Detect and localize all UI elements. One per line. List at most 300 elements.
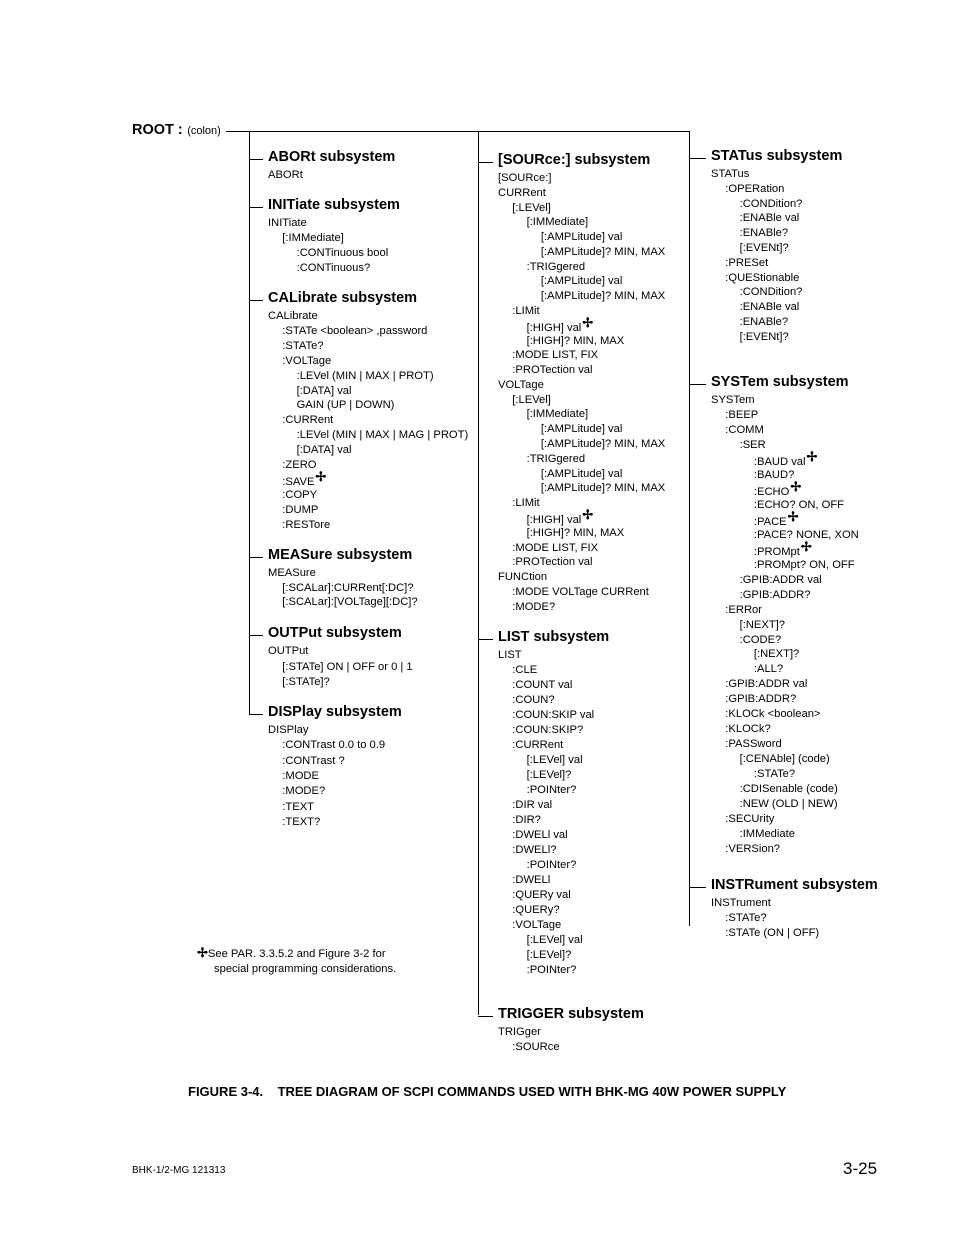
command-line xyxy=(282,232,344,245)
command-text: :CONTinuous? xyxy=(296,262,371,274)
command-line xyxy=(740,242,789,255)
command-line xyxy=(282,582,413,595)
subsystem-heading-system: SYSTem subsystem xyxy=(711,374,849,390)
command-text: [:HIGH] val xyxy=(526,513,582,526)
command-line xyxy=(297,370,434,383)
subsystem-heading-list: LIST subsystem xyxy=(498,629,610,645)
dagger-icon: ✢ xyxy=(806,448,818,464)
command-line xyxy=(282,816,320,829)
command-line xyxy=(740,589,811,602)
command-text: :PROTection val xyxy=(512,556,593,569)
command-line xyxy=(725,257,768,270)
command-line xyxy=(725,723,770,736)
command-line xyxy=(498,1026,541,1039)
command-line xyxy=(268,724,308,737)
command-line xyxy=(282,676,329,689)
command-line xyxy=(526,314,594,335)
command-line xyxy=(297,444,352,457)
command-line xyxy=(527,949,572,962)
command-line xyxy=(282,459,316,472)
command-line xyxy=(282,770,319,783)
command-line xyxy=(268,169,303,182)
command-line xyxy=(526,506,594,527)
command-line xyxy=(268,310,318,323)
column-1-trunk xyxy=(249,131,250,715)
command-line xyxy=(282,325,427,338)
command-line xyxy=(711,168,749,181)
dagger-icon: ✢ xyxy=(787,508,799,524)
command-line xyxy=(527,754,583,767)
command-text: :COPY xyxy=(282,488,318,501)
root-label: ROOT : xyxy=(132,122,183,138)
command-line xyxy=(754,648,799,661)
command-line xyxy=(268,645,308,658)
command-text: :TRIGgered xyxy=(526,452,586,465)
subsystem-heading-source: [SOURce:] subsystem xyxy=(498,152,651,168)
command-line xyxy=(498,187,546,200)
command-line xyxy=(512,364,592,377)
command-text: :DWELl val xyxy=(512,829,568,841)
command-text: :LEVel (MIN | MAX | PROT) xyxy=(296,369,434,382)
command-line xyxy=(498,172,551,185)
command-line xyxy=(512,497,539,510)
command-line xyxy=(541,290,665,303)
command-line xyxy=(725,813,774,826)
branch-line-abort xyxy=(249,159,263,160)
command-text: INSTrument xyxy=(711,897,771,909)
command-text: :STATe? xyxy=(725,911,767,924)
command-text: :DIR? xyxy=(512,814,541,826)
command-text: :NEW (OLD | NEW) xyxy=(739,798,838,811)
branch-line-display xyxy=(249,714,263,715)
command-line xyxy=(297,247,389,260)
footnote-line-1: See PAR. 3.3.5.2 and Figure 3-2 for xyxy=(207,948,386,960)
command-text: [:IMMediate] xyxy=(526,408,589,421)
command-text: STATus xyxy=(711,168,750,180)
root-sublabel: (colon) xyxy=(187,125,221,137)
command-text: :VOLTage xyxy=(512,919,562,931)
command-text: [:SCALar]:[VOLTage][:DC]? xyxy=(282,596,418,609)
command-line xyxy=(512,814,541,827)
command-text: :PASSword xyxy=(725,738,782,751)
command-line xyxy=(512,586,649,599)
column-3-trunk xyxy=(689,131,690,926)
command-text: :ENABle val xyxy=(739,301,800,314)
command-line xyxy=(512,874,550,887)
command-line xyxy=(711,897,771,910)
command-line xyxy=(512,394,551,407)
command-text: [:CENAble] (code) xyxy=(739,753,830,766)
command-text: :DWELl xyxy=(512,874,551,886)
command-line xyxy=(282,785,325,798)
command-text: :ECHO? ON, OFF xyxy=(753,498,845,511)
command-text: :SAVE xyxy=(282,475,315,488)
command-line xyxy=(527,784,577,797)
command-line xyxy=(282,755,344,768)
command-line xyxy=(725,409,758,422)
command-line xyxy=(740,212,800,225)
command-line xyxy=(541,482,665,495)
branch-line-instrument xyxy=(689,887,706,888)
command-line xyxy=(512,889,570,902)
command-text: :MODE VOLTage CURRent xyxy=(512,585,649,598)
command-line xyxy=(527,453,585,466)
command-text: :COMM xyxy=(725,423,764,436)
dagger-icon: ✢ xyxy=(800,538,812,554)
command-line xyxy=(541,246,665,259)
command-text: :BEEP xyxy=(725,408,759,421)
command-text: ABORt xyxy=(268,169,303,181)
command-line xyxy=(282,596,417,609)
command-line xyxy=(512,664,537,677)
command-text: [:AMPLitude]? MIN, MAX xyxy=(540,438,666,451)
subsystem-heading-measure: MEASure subsystem xyxy=(268,547,413,563)
command-line xyxy=(527,859,577,872)
command-line xyxy=(753,508,799,529)
command-text: CURRent xyxy=(498,186,546,199)
command-text: :SOURce xyxy=(512,1041,560,1053)
command-line xyxy=(740,331,789,344)
command-line xyxy=(725,272,799,285)
dagger-icon: ✢ xyxy=(582,314,594,330)
command-text: :MODE? xyxy=(512,600,556,613)
command-text: :VOLTage xyxy=(282,354,332,367)
command-text: [:AMPLitude] val xyxy=(540,467,623,480)
command-line xyxy=(282,801,314,814)
command-line xyxy=(753,538,812,559)
command-line xyxy=(512,601,555,614)
subsystem-heading-calibrate: CALibrate subsystem xyxy=(268,290,418,306)
command-text: :LIMit xyxy=(512,497,540,510)
command-text: :PRESet xyxy=(725,256,769,269)
command-text: :ENABle? xyxy=(739,227,789,240)
command-text: :CDISenable (code) xyxy=(739,783,838,796)
command-line xyxy=(282,504,318,517)
command-line xyxy=(282,468,327,489)
command-line xyxy=(297,429,469,442)
command-text: [:HIGH]? MIN, MAX xyxy=(526,526,625,539)
command-line xyxy=(740,301,800,314)
command-line xyxy=(268,567,316,580)
command-line xyxy=(740,798,838,811)
command-text: [:AMPLitude]? MIN, MAX xyxy=(540,482,666,495)
command-text: :DUMP xyxy=(282,503,319,516)
command-line xyxy=(498,571,547,584)
root-connector xyxy=(226,131,689,132)
subsystem-heading-status: STATus subsystem xyxy=(711,148,843,164)
branch-line-status xyxy=(689,158,706,159)
command-line xyxy=(512,349,598,362)
command-text: :CURRent xyxy=(282,414,334,427)
dagger-icon: ✢ xyxy=(790,478,802,494)
command-line xyxy=(740,316,789,329)
command-line xyxy=(512,556,592,569)
command-line xyxy=(268,217,307,230)
command-text: :PROTection val xyxy=(512,364,593,377)
command-text: :ZERO xyxy=(282,459,317,471)
command-text: [:LEVel] xyxy=(512,201,551,214)
command-text: :KLOCk? xyxy=(725,723,771,736)
command-line xyxy=(541,423,622,436)
command-text: FUNCtion xyxy=(498,571,548,584)
command-line xyxy=(297,262,371,275)
command-text: :IMMediate xyxy=(739,828,795,841)
command-text: [:EVENt]? xyxy=(739,330,789,343)
command-text: :SECUrity xyxy=(725,813,775,826)
command-text: :LEVel (MIN | MAX | MAG | PROT) xyxy=(296,429,469,442)
command-line xyxy=(512,679,572,692)
command-text: [:AMPLitude]? MIN, MAX xyxy=(540,245,666,258)
command-line xyxy=(512,904,559,917)
subsystem-heading-trigger: TRIGGER subsystem xyxy=(498,1006,644,1022)
command-line xyxy=(282,355,331,368)
command-line xyxy=(725,843,780,856)
command-text: :CONDition? xyxy=(739,286,803,299)
command-text: :ERRor xyxy=(725,603,762,616)
command-line xyxy=(740,634,782,647)
command-text: :COUNT val xyxy=(512,679,573,691)
command-line xyxy=(527,527,625,540)
command-text: :SER xyxy=(739,438,766,451)
root-node xyxy=(132,121,221,139)
command-line xyxy=(282,414,333,427)
command-text: :RESTore xyxy=(282,518,331,531)
command-text: [:LEVel] val xyxy=(526,754,583,766)
command-line xyxy=(527,408,589,421)
command-line xyxy=(725,424,764,437)
command-text: :COUN? xyxy=(512,694,555,706)
command-text: :ENABle? xyxy=(739,316,789,328)
command-text: :VERSion? xyxy=(725,843,781,856)
figure-caption: FIGURE 3-4. TREE DIAGRAM OF SCPI COMMANDS USED WITH BHK-MG 40W POWER SUPPLY xyxy=(188,1084,787,1099)
command-line xyxy=(297,385,352,398)
command-line xyxy=(512,799,552,812)
command-text: [:AMPLitude] val xyxy=(540,275,623,288)
command-text: :MODE LIST, FIX xyxy=(512,349,599,362)
command-line xyxy=(527,934,583,947)
command-line xyxy=(740,753,830,766)
command-line xyxy=(527,964,577,977)
command-line xyxy=(527,216,589,229)
footnote xyxy=(197,945,396,977)
command-text: [:HIGH] val xyxy=(526,321,582,334)
command-text: TRIGger xyxy=(498,1026,541,1038)
command-text: :ECHO xyxy=(753,485,790,498)
command-text: :TEXT? xyxy=(282,815,321,828)
command-text: :DIR val xyxy=(512,799,553,811)
command-line xyxy=(541,231,622,244)
dagger-icon: ✢ xyxy=(315,468,327,484)
command-text: :STATe <boolean> ,password xyxy=(282,324,428,337)
command-text: :CONTrast 0.0 to 0.9 xyxy=(282,739,386,752)
command-line xyxy=(740,198,803,211)
command-line xyxy=(512,739,563,752)
command-text: :QUERy val xyxy=(512,889,571,901)
command-line xyxy=(282,340,323,353)
command-line xyxy=(740,574,822,587)
command-text: :TEXT xyxy=(282,800,314,813)
command-text: [:AMPLitude] val xyxy=(540,423,623,436)
page-number: 3-25 xyxy=(843,1159,878,1178)
command-text: :QUEStionable xyxy=(725,271,800,284)
command-text: [SOURce:] xyxy=(498,172,552,184)
command-text: :STATe? xyxy=(282,339,324,352)
command-text: :COUN:SKIP? xyxy=(512,724,584,736)
command-text: [:IMMediate] xyxy=(526,216,589,229)
command-text: [:DATA] val xyxy=(296,444,352,457)
command-line xyxy=(512,202,551,215)
branch-line-measure xyxy=(249,557,263,558)
command-line xyxy=(541,468,622,481)
command-text: :PACE xyxy=(753,515,787,528)
command-line xyxy=(498,649,522,662)
command-text: :PACE? NONE, XON xyxy=(753,528,859,541)
command-text: :CODE? xyxy=(739,633,782,646)
command-line xyxy=(282,739,385,752)
command-text: :POINter? xyxy=(526,964,577,976)
command-text: :GPIB:ADDR? xyxy=(739,588,811,601)
subsystem-heading-display: DISPlay subsystem xyxy=(268,704,402,720)
command-text: :PROMpt? ON, OFF xyxy=(753,558,855,571)
command-text: [:SCALar]:CURRent[:DC]? xyxy=(282,581,414,594)
command-text: :CONTrast ? xyxy=(282,754,345,767)
command-text: :BAUD? xyxy=(753,468,795,481)
command-line xyxy=(512,1041,559,1054)
command-text: :ALL? xyxy=(753,663,784,676)
dagger-icon: ✢ xyxy=(582,506,594,522)
command-line xyxy=(740,828,795,841)
command-line xyxy=(282,661,412,674)
command-line xyxy=(754,663,783,676)
command-text: :DWELl? xyxy=(512,844,557,856)
command-line xyxy=(740,439,766,452)
command-line xyxy=(725,912,766,925)
command-text: OUTPut xyxy=(268,645,309,657)
subsystem-heading-instrument: INSTRument subsystem xyxy=(711,877,878,893)
command-text: :GPIB:ADDR val xyxy=(725,678,808,691)
command-line xyxy=(725,738,781,751)
command-text: DISPlay xyxy=(268,724,309,736)
command-text: :POINter? xyxy=(526,784,577,796)
command-line xyxy=(541,438,665,451)
command-line xyxy=(725,183,784,196)
command-text: :STATe? xyxy=(753,768,796,781)
branch-line-output xyxy=(249,635,263,636)
command-text: CALibrate xyxy=(268,310,318,322)
command-line xyxy=(725,708,820,721)
command-line xyxy=(754,469,794,482)
command-text: :ENABle val xyxy=(739,212,800,225)
command-line xyxy=(740,227,789,240)
command-line xyxy=(282,519,330,532)
command-text: GAIN (UP | DOWN) xyxy=(296,399,395,412)
command-line xyxy=(725,693,796,706)
command-line xyxy=(527,261,585,274)
command-text: :MODE? xyxy=(282,785,326,798)
command-line xyxy=(512,829,567,842)
command-line xyxy=(498,379,544,392)
command-text: :BAUD val xyxy=(753,455,806,468)
command-text: SYSTem xyxy=(711,394,755,406)
command-text: :KLOCk <boolean> xyxy=(725,708,821,721)
command-text: :COUN:SKIP val xyxy=(512,709,595,721)
command-line xyxy=(527,769,572,782)
command-text: :GPIB:ADDR? xyxy=(725,693,797,706)
branch-line-list xyxy=(478,639,493,640)
command-text: :MODE xyxy=(282,769,319,782)
command-line xyxy=(512,709,594,722)
command-line xyxy=(512,305,539,318)
command-text: VOLTage xyxy=(498,378,544,391)
command-text: :PROMpt xyxy=(753,545,800,558)
command-text: :QUERy? xyxy=(512,904,560,916)
command-text: [:STATe]? xyxy=(282,676,330,688)
command-line xyxy=(512,919,561,932)
command-text: :STATe (ON | OFF) xyxy=(725,926,820,939)
command-text: :LIMit xyxy=(512,305,540,318)
command-line xyxy=(541,275,622,288)
command-text: :MODE LIST, FIX xyxy=(512,541,599,554)
command-text: :CONTinuous bool xyxy=(296,247,389,259)
command-line xyxy=(512,724,583,737)
command-line xyxy=(754,768,795,781)
command-text: [:DATA] val xyxy=(296,384,352,397)
command-text: [:LEVel]? xyxy=(526,769,572,781)
command-text: [:STATe] ON | OFF or 0 | 1 xyxy=(282,660,413,673)
command-line xyxy=(711,394,755,407)
command-line xyxy=(740,286,803,299)
branch-line-calibrate xyxy=(249,300,263,301)
command-text: [:LEVel] xyxy=(512,393,551,406)
command-line xyxy=(725,927,819,940)
subsystem-heading-abort: ABORt subsystem xyxy=(268,149,396,165)
command-text: :CONDition? xyxy=(739,197,803,210)
command-text: [:HIGH]? MIN, MAX xyxy=(526,334,625,347)
branch-line-system xyxy=(689,384,706,385)
command-text: [:AMPLitude] val xyxy=(540,231,623,244)
command-text: :CURRent xyxy=(512,739,564,751)
subsystem-heading-output: OUTPut subsystem xyxy=(268,625,402,641)
command-text: [:NEXT]? xyxy=(739,618,785,631)
command-text: :TRIGgered xyxy=(526,260,586,273)
command-line xyxy=(753,448,818,469)
command-text: :CLE xyxy=(512,664,538,676)
command-text: [:LEVel] val xyxy=(526,934,583,946)
command-line xyxy=(725,604,762,617)
command-line xyxy=(725,678,807,691)
branch-line-initiate xyxy=(249,207,263,208)
footnote-line-2: special programming considerations. xyxy=(214,963,397,975)
command-text: [:IMMediate] xyxy=(282,232,344,244)
command-text: :GPIB:ADDR val xyxy=(739,573,822,586)
dagger-icon: ✢ xyxy=(197,945,208,960)
command-line xyxy=(512,694,554,707)
command-line xyxy=(297,399,395,412)
command-text: :OPERation xyxy=(725,182,785,195)
command-line xyxy=(527,335,625,348)
subsystem-heading-initiate: INITiate subsystem xyxy=(268,197,400,213)
command-line xyxy=(740,619,785,632)
command-line xyxy=(282,489,317,502)
command-text: MEASure xyxy=(268,567,316,579)
command-text: [:EVENt]? xyxy=(739,242,789,254)
branch-line-trigger xyxy=(478,1016,493,1017)
command-text: [:NEXT]? xyxy=(753,648,800,661)
column-2-trunk xyxy=(478,131,479,1015)
command-line xyxy=(754,559,855,572)
command-text: LIST xyxy=(498,649,522,661)
command-text: :POINter? xyxy=(526,859,577,871)
